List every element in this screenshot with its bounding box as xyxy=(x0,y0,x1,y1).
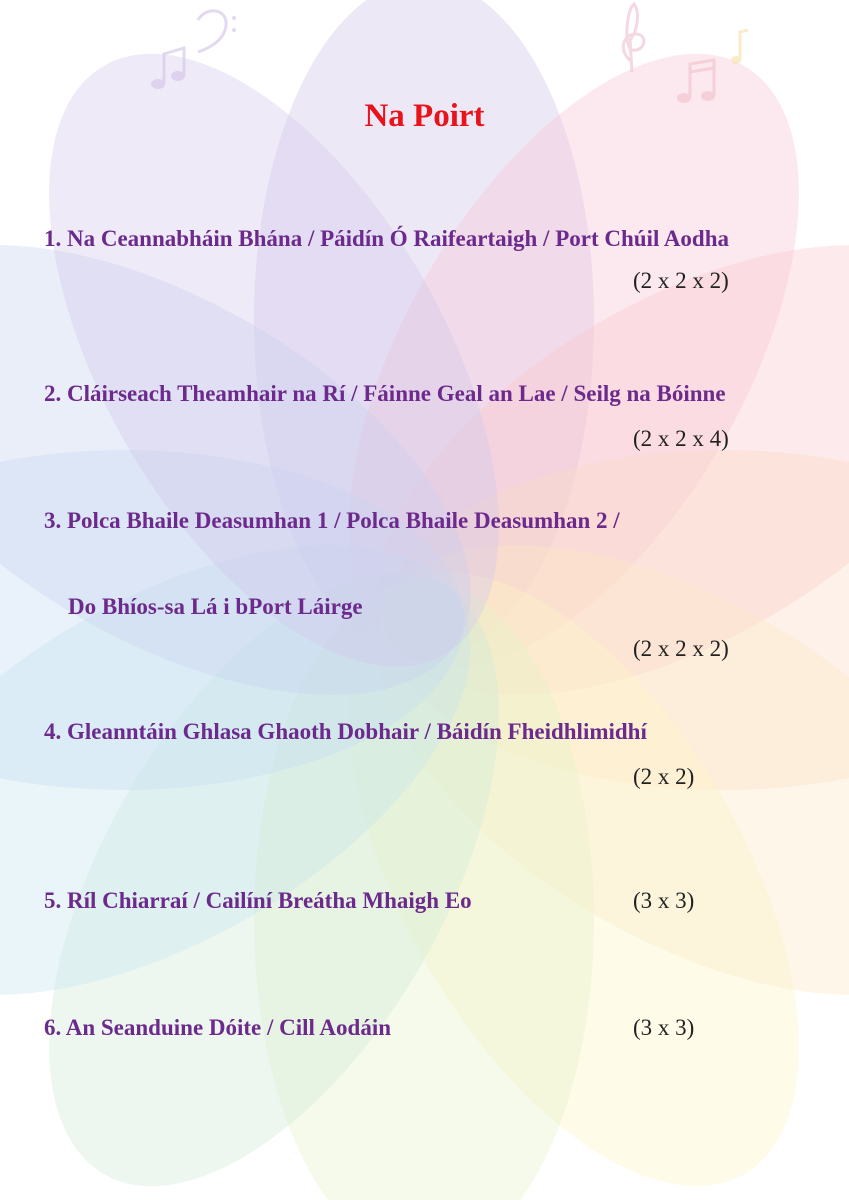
set-3-count: (2 x 2 x 2) xyxy=(633,636,729,661)
set-3-line-1: 3. Polca Bhaile Deasumhan 1 / Polca Bhaile Deasumhan 2 / xyxy=(44,508,620,533)
treble-clef-icon xyxy=(623,4,644,72)
set-2-count: (2 x 2 x 4) xyxy=(633,426,729,451)
set-1-line-1: 1. Na Ceannabháin Bhána / Páidín Ó Raifeartaigh / Port Chúil Aodha xyxy=(44,226,730,251)
set-2-line-1: 2. Cláirseach Theamhair na Rí / Fáinne Geal an Lae / Seilg na Bóinne xyxy=(44,381,726,406)
set-3-line-2: Do Bhíos-sa Lá i bPort Láirge xyxy=(68,594,363,619)
set-5-count: (3 x 3) xyxy=(633,888,695,913)
set-5-line-1: 5. Ríl Chiarraí / Cailíní Breátha Mhaigh Eo xyxy=(44,888,472,913)
set-4-line-1: 4. Gleanntáin Ghlasa Ghaoth Dobhair / Báidín Fheidhlimidhí xyxy=(44,719,647,744)
page-title: Na Poirt xyxy=(364,98,485,134)
set-6-count: (3 x 3) xyxy=(633,1015,695,1040)
small-note-icon xyxy=(731,30,748,64)
bass-clef-icon xyxy=(198,11,236,52)
set-4-count: (2 x 2) xyxy=(633,764,695,789)
set-1-count: (2 x 2 x 2) xyxy=(633,268,729,293)
set-6-line-1: 6. An Seanduine Dóite / Cill Aodáin xyxy=(44,1015,391,1040)
